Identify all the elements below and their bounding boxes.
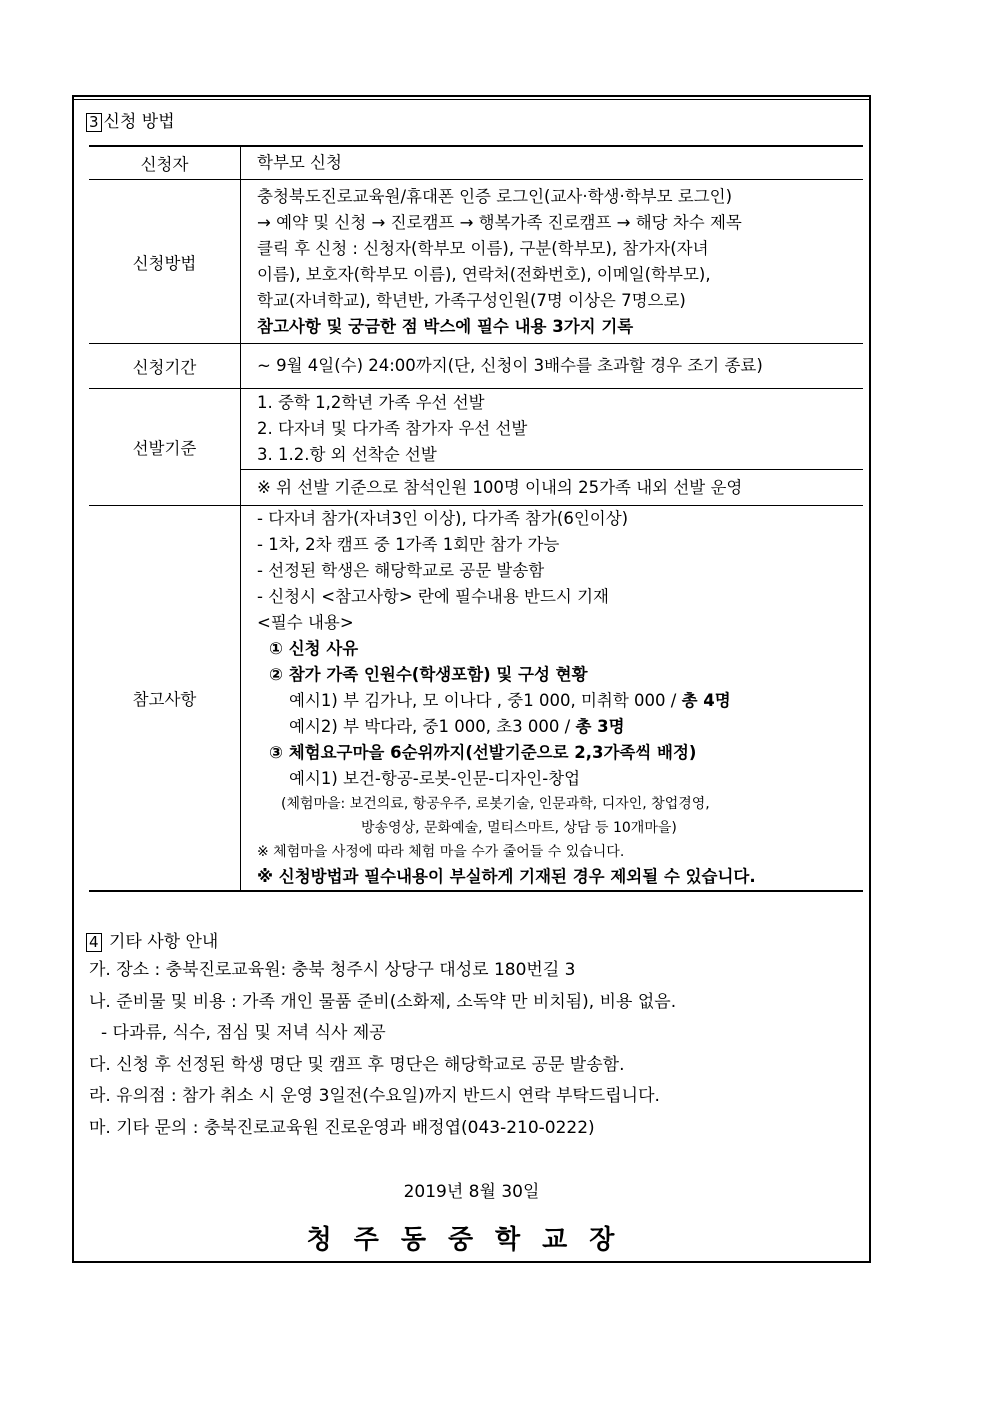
criteria-item: 3. 1.2.항 외 선착순 선발 (257, 445, 437, 464)
criteria-item: 2. 다자녀 및 다가족 참가자 우선 선발 (257, 419, 528, 438)
section-4-heading (86, 927, 218, 952)
method-label: 신청방법 (89, 180, 241, 344)
exclusion-notice: ※ 신청방법과 필수내용이 부실하게 기재된 경우 제외될 수 있습니다. (257, 867, 756, 886)
document-frame (72, 95, 871, 1263)
row-reference (89, 506, 863, 892)
reference-line: - 신청시 <참고사항> 란에 필수내용 반드시 기재 (257, 587, 609, 606)
example-2-text: 예시2) 부 박다라, 중1 000, 초3 000 / (289, 717, 576, 736)
example-1-total: 총 4명 (681, 691, 731, 710)
criteria-item: 1. 중학 1,2학년 가족 우선 선발 (257, 393, 485, 412)
info-line: 라. 유의점 : 참가 취소 시 운영 3일전(수요일)까지 반드시 연락 부탁드립니다. (89, 1086, 660, 1106)
required-item-1: ① 신청 사유 (269, 639, 359, 658)
section-4-number: 4 (86, 933, 102, 952)
criteria-label: 선발기준 (89, 389, 241, 506)
applicant-label: 신청자 (89, 146, 241, 180)
example-1-text: 예시1) 부 김가나, 모 이나다 , 중1 000, 미취학 000 / (289, 691, 682, 710)
required-title: <필수 내용> (257, 613, 354, 632)
period-label: 신청기간 (89, 344, 241, 389)
criteria-note: ※ 위 선발 기준으로 참석인원 100명 이내의 25가족 내외 선발 운영 (241, 470, 864, 506)
section-3-heading (86, 107, 175, 132)
info-line: 마. 기타 문의 : 충북진로교육원 진로운영과 배정엽(043-210-0222) (89, 1117, 595, 1138)
required-item-2: ② 참가 가족 인원수(학생포함) 및 구성 현황 (269, 665, 588, 684)
section-3-title: 신청 방법 (103, 112, 175, 132)
method-line: 이름), 보호자(학부모 이름), 연락처(전화번호), 이메일(학부모), (257, 264, 711, 284)
criteria-items (241, 389, 864, 470)
example-1 (257, 688, 863, 714)
info-line: - 다과류, 식수, 점심 및 저녁 식사 제공 (101, 1023, 386, 1043)
example-2 (257, 714, 863, 740)
method-content (241, 180, 864, 344)
other-info-list (89, 955, 676, 1144)
info-line: 다. 신청 후 선정된 학생 명단 및 캠프 후 명단은 해당학교로 공문 발송함. (89, 1054, 625, 1075)
row-method (89, 180, 863, 344)
reference-line: - 선정된 학생은 해당학교로 공문 발송함 (257, 561, 545, 580)
reference-line: - 다자녀 참가(자녀3인 이상), 다가족 참가(6인이상) (257, 509, 629, 528)
period-value: ~ 9월 4일(수) 24:00까지(단, 신청이 3배수를 초과할 경우 조기 종료) (241, 344, 864, 389)
section-4-title: 기타 사항 안내 (108, 932, 219, 952)
signer-name: 청주동중학교장 (306, 1225, 637, 1255)
reference-label: 참고사항 (89, 506, 241, 892)
reference-content (241, 506, 864, 892)
row-period (89, 344, 863, 389)
village-list-line-1: (체험마을: 보건의료, 항공우주, 로봇기술, 인문과학, 디자인, 창업경영, (281, 796, 710, 812)
method-line: 학교(자녀학교), 학년반, 가족구성인원(7명 이상은 7명으로) (257, 290, 686, 310)
applicant-value: 학부모 신청 (241, 146, 864, 180)
application-table (89, 145, 863, 892)
reference-line: - 1차, 2차 캠프 중 1가족 1회만 참가 가능 (257, 535, 560, 554)
village-list-line-2: 방송영상, 문화예술, 멀티스마트, 상담 등 10개마을) (361, 820, 677, 836)
row-applicant (89, 146, 863, 180)
method-bold-line: 참고사항 및 궁금한 점 박스에 필수 내용 3가지 기록 (257, 316, 634, 336)
example-2-total: 총 3명 (575, 717, 625, 736)
village-notice: ※ 체험마을 사정에 따라 체험 마을 수가 줄어들 수 있습니다. (257, 844, 625, 860)
example-3: 예시1) 보건-항공-로봇-인문-디자인-창업 (289, 769, 581, 788)
required-item-3: ③ 체험요구마을 6순위까지(선발기준으로 2,3가족씩 배정) (269, 743, 697, 762)
info-line: 가. 장소 : 충북진로교육원: 충북 청주시 상당구 대성로 180번길 3 (89, 960, 576, 980)
info-line: 나. 준비물 및 비용 : 가족 개인 물품 준비(소화제, 소독약 만 비치됨), 비용 없음. (89, 991, 677, 1012)
row-criteria (89, 389, 863, 470)
document-date: 2019년 8월 30일 (403, 1182, 540, 1202)
section-3-number: 3 (86, 113, 102, 132)
method-line: 클릭 후 신청 : 신청자(학부모 이름), 구분(학부모), 참가자(자녀 (257, 238, 709, 258)
method-line: 충청북도진로교육원/휴대폰 인증 로그인(교사·학생·학부모 로그인) (257, 186, 733, 206)
frame-top-rule (74, 99, 869, 100)
method-line: → 예약 및 신청 → 진로캠프 → 행복가족 진로캠프 → 해당 차수 제목 (257, 212, 742, 232)
